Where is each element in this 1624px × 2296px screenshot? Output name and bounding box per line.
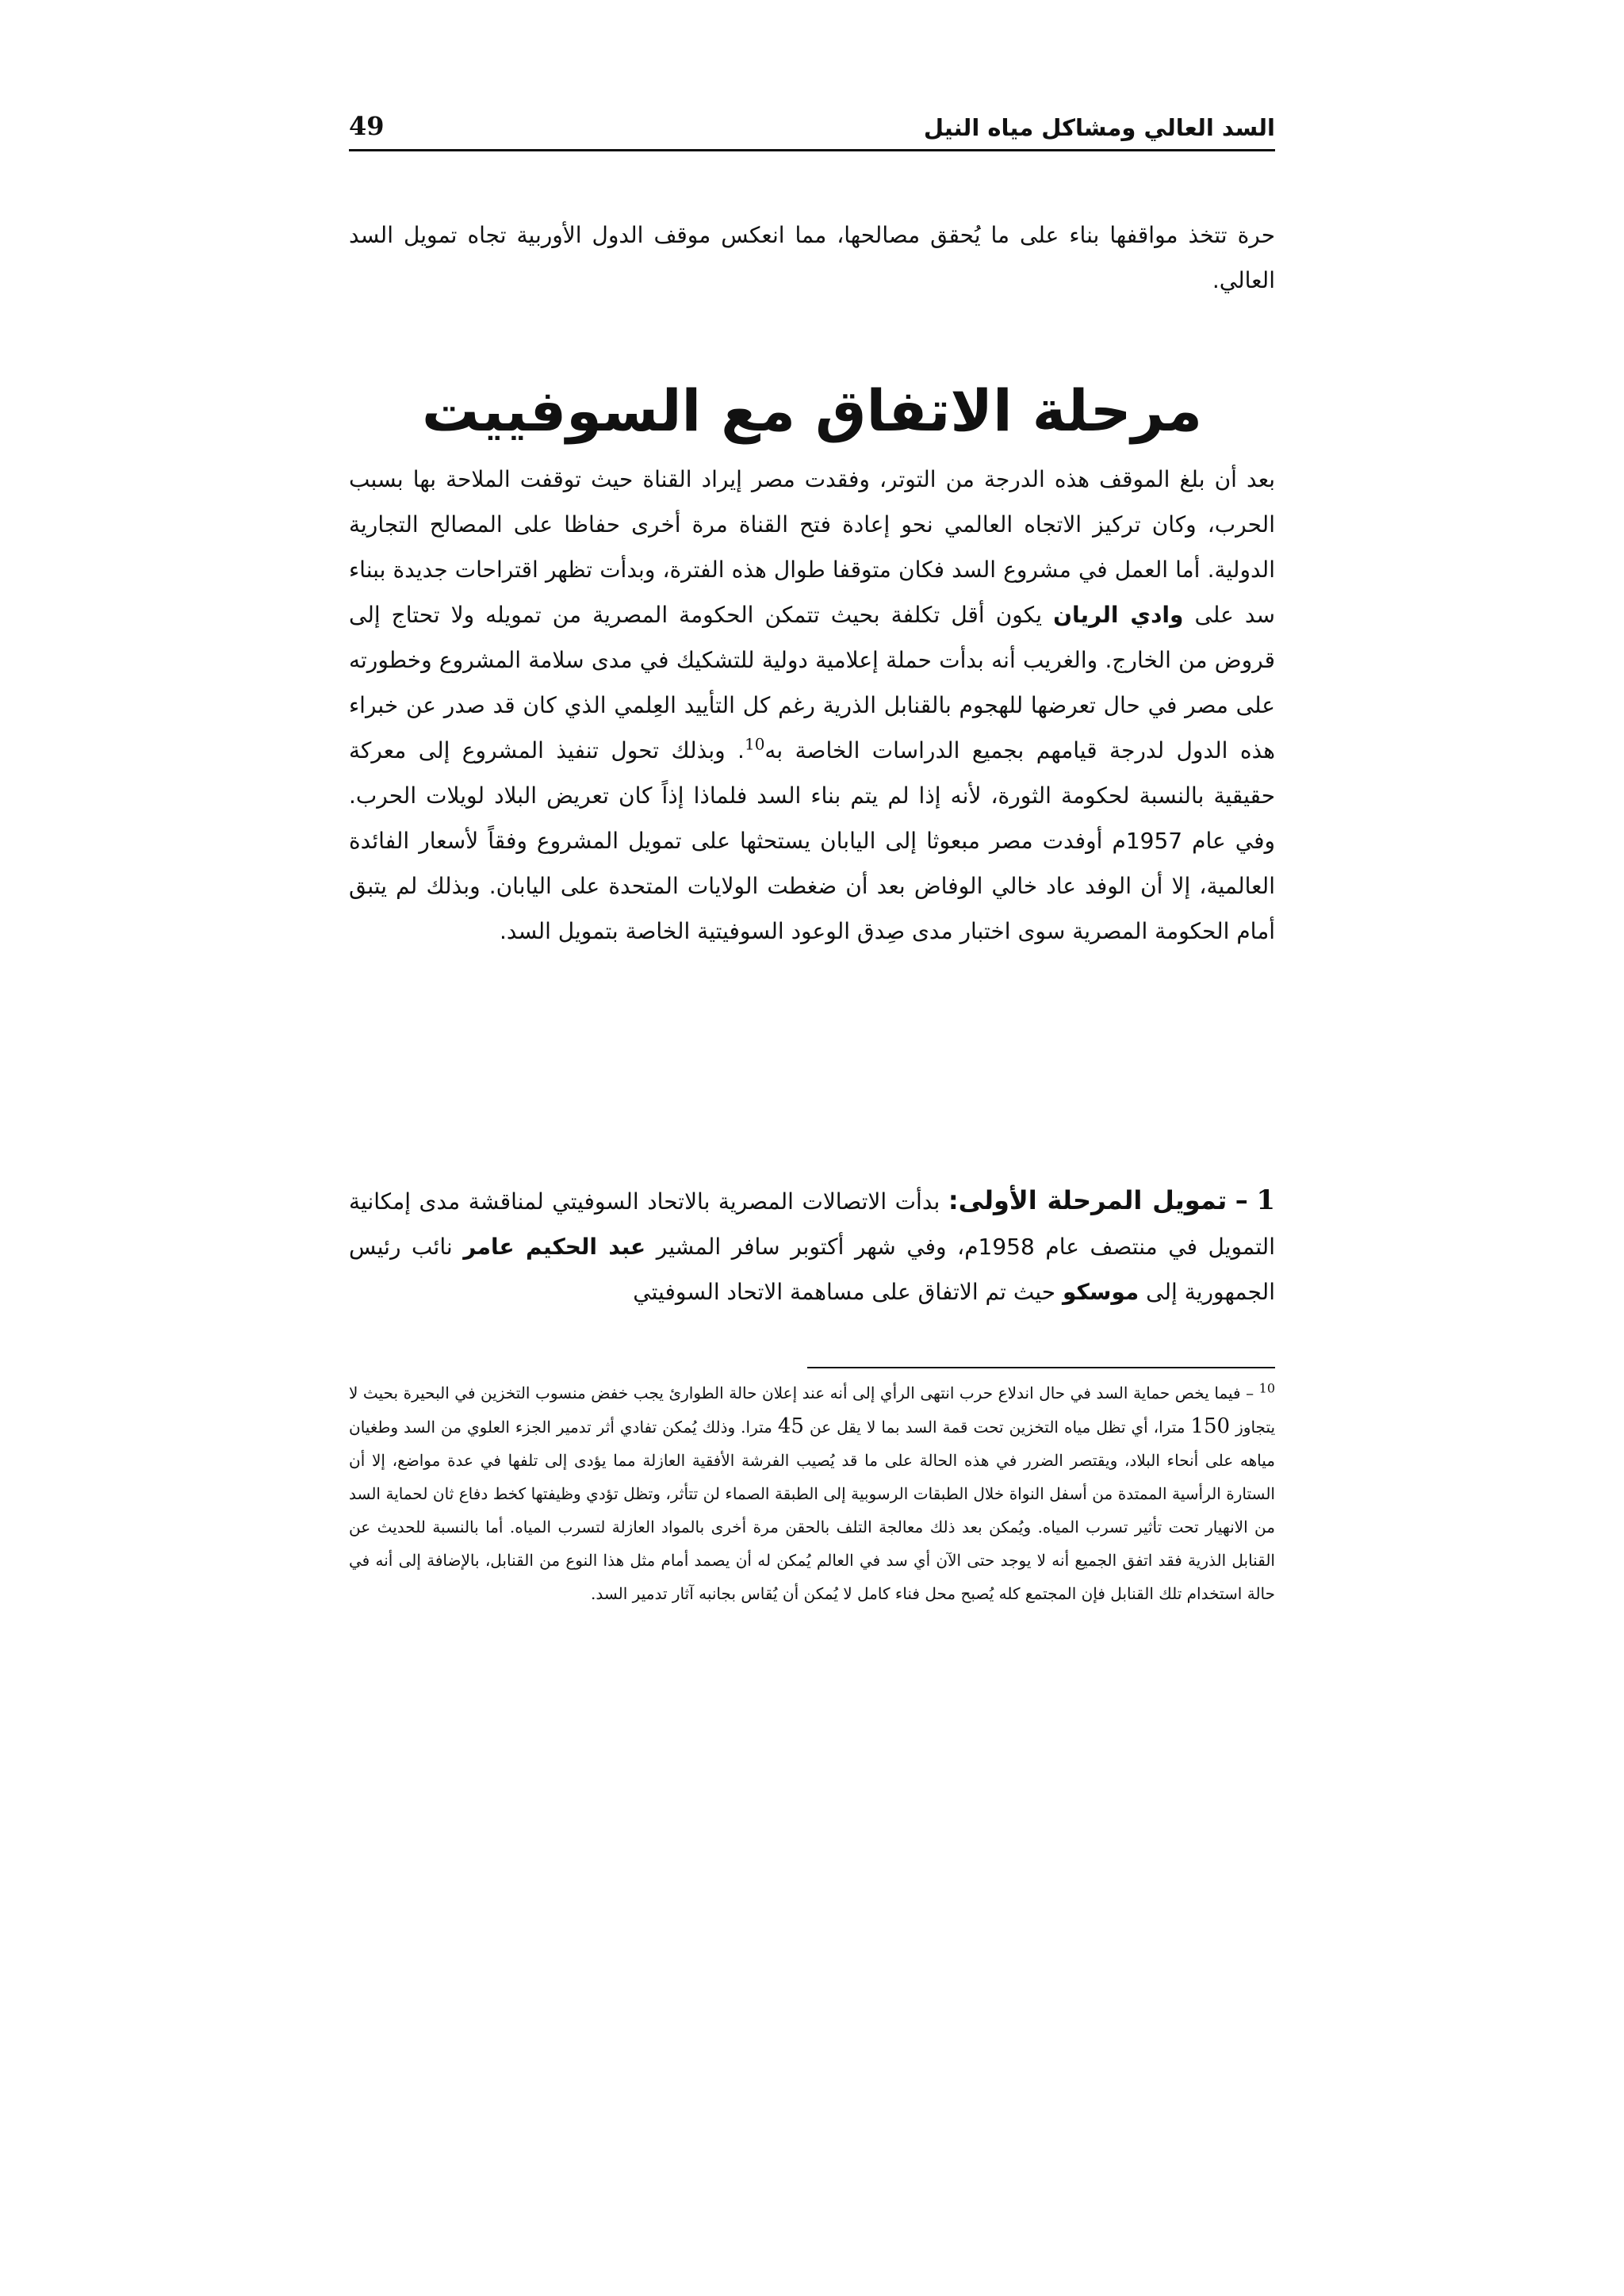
- footnote-text-a: – فيما يخص حماية السد في حال اندلاع حرب انتهى الرأي إلى أنه عند إعلان حالة الطوارئ يجب خفض منسوب التخزين في البحيرة بحيث لا يتجاوز: [349, 1383, 1276, 1437]
- footnote-separator: [807, 1367, 1275, 1368]
- main-paragraph: [349, 457, 1275, 954]
- section-one-part-1: بدأت الاتصالات المصرية بالاتحاد السوفيتي لمناقشة مدى إمكانية التمويل في منتصف عام 1958م، وفي شهر أكتوبر سافر المشير: [349, 1188, 1275, 1260]
- intro-paragraph: [349, 212, 1275, 303]
- bold-person-name: عبد الحكيم عامر: [463, 1234, 646, 1260]
- footnote-number: 10: [1258, 1380, 1275, 1396]
- footnote: [349, 1376, 1275, 1610]
- footnote-reference[interactable]: 10: [744, 734, 765, 754]
- section-one-part-2: نائب رئيس الجمهورية إلى: [349, 1234, 1275, 1305]
- main-paragraph-part-1: بعد أن بلغ الموقف هذه الدرجة من التوتر، وفقدت مصر إيراد القناة حيث توقفت الملاحة بها بسبب الحرب، وكان تركيز الاتجاه العالمي نحو إعادة فتح القناة مرة أخرى حفاظا على المصالح التجارية الدولية. أما العمل في مشروع السد فكان متوقفا طوال هذه الفترة، وبدأت تظهر اقتراحات جديدة ببناء سد على: [349, 466, 1275, 628]
- section-dash: –: [1235, 1185, 1248, 1215]
- footnote-text-c: مترا. وذلك يُمكن تفادي أثر تدمير الجزء العلوي من السد وطغيان مياهه على أنحاء البلاد، ويقتصر الضرر في هذه الحالة على ما قد يُصيب الفرشة الأفقية العازلة مما يؤدى إلى تلفها في عدة مواضع، إلا أن الستارة الرأسية الممتدة من أسفل النواة خلال الطبقات الرسوبية إلى الطبقة الصماء لن تتأثر، وتظل تؤدي وظيفتها كخط دفاع ثان لحماية السد من الانهيار تحت تأثير تسرب المياه. ويُمكن بعد ذلك معالجة التلف بالحقن مرة أخرى بالمواد العازلة لتسرب المياه. أما بالنسبة للحديث عن القنابل الذرية فقد اتفق الجميع أنه لا يوجد حتى الآن أي سد في العالم يُمكن له أن يصمد أمام مثل هذا النوع من القنابل، بالإضافة إلى أنه في حالة استخدام تلك القنابل فإن المجتمع كله يُصبح محل فناء كامل لا يُمكن أن يُقاس بجانبه آثار تدمير السد.: [349, 1418, 1275, 1603]
- bold-city-name: موسكو: [1063, 1279, 1139, 1305]
- section-heading: تمويل المرحلة الأولى:: [948, 1185, 1228, 1215]
- main-paragraph-part-2: يكون أقل تكلفة بحيث تتمكن الحكومة المصرية من تمويله ولا تحتاج إلى قروض من الخارج. والغريب أنه بدأت حملة إعلامية دولية للتشكيك في مدى سلامة المشروع وخطورته على مصر في حال تعرضها للهجوم بالقنابل الذرية رغم كل التأييد العِلمي الذي كان قد صدر عن خبراء هذه الدول لدرجة قيامهم بجميع الدراسات الخاصة به: [349, 602, 1275, 763]
- header-rule: [349, 149, 1275, 151]
- footnote-value-b: 45: [777, 1414, 804, 1438]
- running-title: السد العالي ومشاكل مياه النيل: [923, 114, 1275, 141]
- section-one-part-3: حيث تم الاتفاق على مساهمة الاتحاد السوفيتي: [633, 1279, 1056, 1305]
- section-one-paragraph: [349, 1178, 1275, 1314]
- section-number: 1: [1256, 1184, 1275, 1216]
- bold-place-name: وادي الريان: [1053, 602, 1184, 628]
- footnote-text-b: مترا، أي تظل مياه التخزين تحت قمة السد بما لا يقل عن: [809, 1418, 1185, 1437]
- main-paragraph-part-3: . وبذلك تحول تنفيذ المشروع إلى معركة حقيقية بالنسبة لحكومة الثورة، لأنه إذا لم يتم بناء السد فلماذا إذاً كان تعريض البلاد لويلات الحرب. وفي عام 1957م أوفدت مصر مبعوثا إلى اليابان يستحثها على تمويل المشروع وفقاً لأسعار الفائدة العالمية، إلا أن الوفد عاد خالي الوفاض بعد أن ضغطت الولايات المتحدة على اليابان. وبذلك لم يتبق أمام الحكومة المصرية سوى اختبار مدى صِدق الوعود السوفيتية الخاصة بتمويل السد.: [349, 737, 1275, 944]
- intro-text: حرة تتخذ مواقفها بناء على ما يُحقق مصالحها، مما انعكس موقف الدول الأوربية تجاه تمويل السد العالي.: [349, 222, 1275, 293]
- page-header: [349, 101, 1275, 141]
- footnote-value-a: 150: [1190, 1414, 1231, 1438]
- page-number: 49: [349, 111, 385, 141]
- section-title: مرحلة الاتفاق مع السوفييت: [421, 377, 1203, 444]
